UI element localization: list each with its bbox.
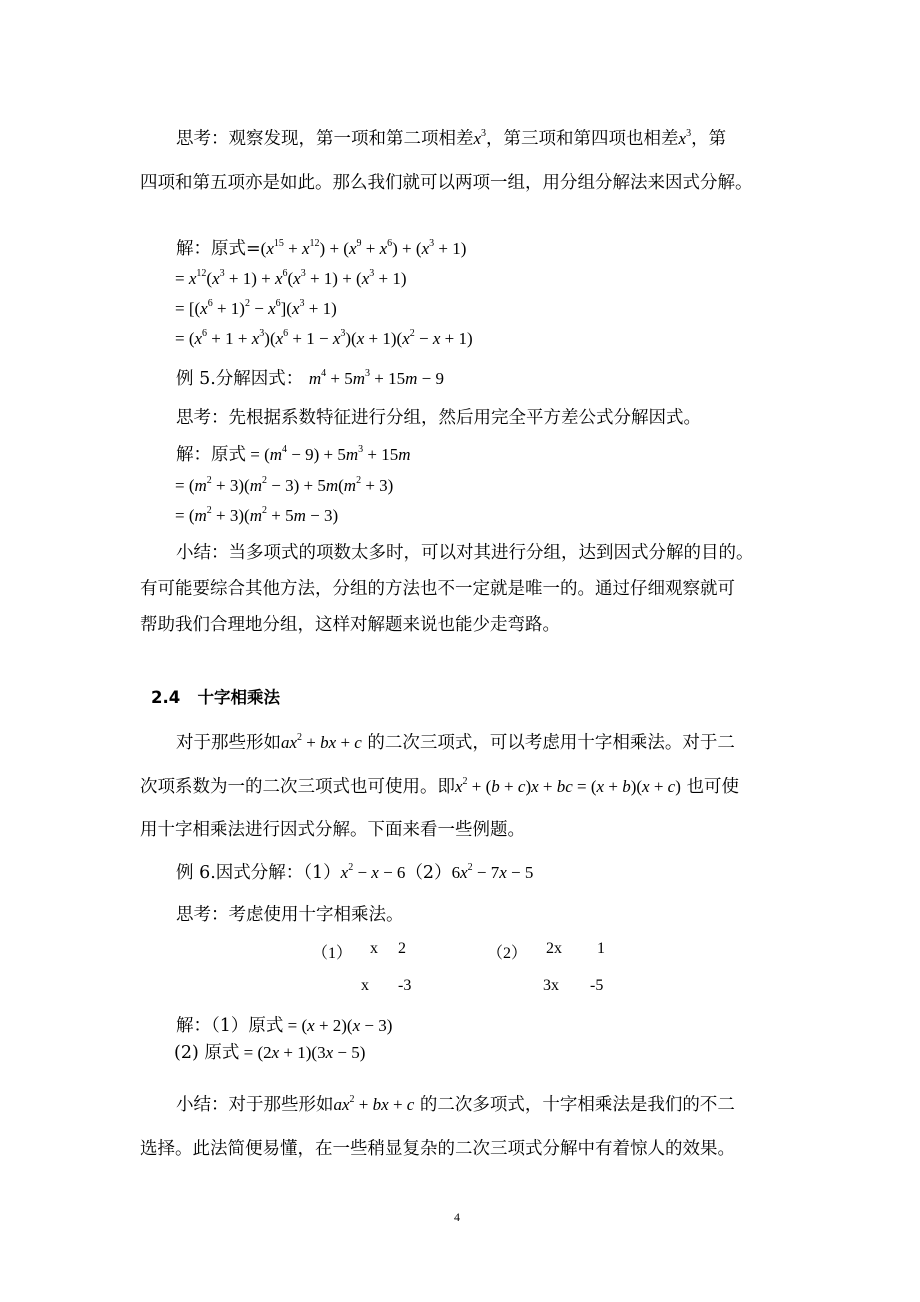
example-5-solution-1 [176,443,411,467]
think-text-1: 观察发现，第一项和第二项相差 [228,129,474,149]
solution-label: 解：原式 [176,445,246,465]
example-6-think: 思考：考虑使用十字相乘法。 [176,905,404,925]
example-5-solution-3: = $(m^2 + 3)(m^2 + 5m - 3)$ [175,505,339,525]
summary2-line-1 [176,1093,735,1117]
intro-line-2 [140,775,739,799]
summary-line-1: 小结：当多项式的项数太多时，可以对其进行分组，达到因式分解的目的。 [176,543,754,563]
cross-2-b: 1 [597,940,605,957]
cross-2-d: -5 [590,977,604,994]
example-5-label: 例 5.分解因式： [176,369,304,389]
section-number: 2.4 [151,688,181,707]
cross-1-c: x [361,977,369,994]
math-x3: $x^3$ [473,128,487,148]
math-expr: = (x + 2)(x − 3) [283,1016,393,1035]
math-expr: $(x^{15} + x^{12}) + (x^9 + x^6) + (x^3 + 1)$ [260,238,467,258]
math-expr: $x^2 + (b + c)x$ + bc = (x + b)(x + c) [455,776,681,796]
math-expr: $6x^2 - 7x - 5$ [451,862,534,882]
page-number: 4 [454,1210,460,1224]
cross-2-c: 3x [543,977,559,994]
think-line-2: 四项和第五项亦是如此。那么我们就可以两项一组，用分组分解法来因式分解。 [140,173,753,193]
summary2-line-2: 选择。此法简便易懂，在一些稍显复杂的二次三项式分解中有着惊人的效果。 [140,1139,735,1159]
solution-label: (2) 原式 [174,1043,240,1063]
solution-line-3: = $[(x^6 + 1)^2 - x^6](x^3 + 1)$ [175,298,337,318]
summary-text: 小结：对于那些形如 [176,1095,334,1115]
part-2-label: （2） [405,863,452,883]
example-5-solution-2: = $(m^2 + 3)(m^2 - 3) + 5m(m^2 + 3)$ [175,475,394,495]
part-1-label: （1） [303,863,341,883]
cross-1-a: x [370,940,378,957]
think-text-3: ，第 [691,129,727,149]
example-6-label: 例 6.因式分解： [176,863,304,883]
solution-line-4: = $(x^6 + 1 + x^3)(x^6 + 1 - x^3)(x + 1)(x^2 - x + 1)$ [175,328,473,348]
cross-1-b: 2 [398,940,406,957]
example-6-solution-1 [176,1014,392,1038]
think-text-2: ，第三项和第四项也相差 [486,129,679,149]
summary-line-3: 帮助我们合理地分组，这样对解题来说也能少走弯路。 [140,615,560,635]
think-line-1 [176,127,726,151]
intro-text: 也可使 [686,777,739,797]
math-expr: $ax^2$ + bx + c [281,732,362,752]
solution-line-1 [176,237,466,261]
intro-line-3: 用十字相乘法进行因式分解。下面来看一些例题。 [140,820,525,840]
solution-line-2: = $x^{12}(x^3 + 1) + x^6(x^3 + 1) + (x^3 + 1)$ [175,268,407,288]
intro-line-1 [176,731,735,755]
solution-label: 解：（1）原式 [176,1016,284,1036]
section-heading [151,686,280,710]
math-expr: $ax^2$ + bx + c [333,1094,415,1114]
cross-2-label: （2） [487,945,528,962]
summary-line-2: 有可能要综合其他方法，分组的方法也不一定就是唯一的。通过仔细观察就可 [140,579,735,599]
solution-label: 解：原式= [176,239,261,259]
math-expr: = $(m^4 - 9) + 5m^3 + 15m$ [246,444,411,464]
math-expr: $m^4 + 5m^3 + 15m - 9$ [308,368,444,388]
think-label: 思考： [176,129,229,149]
example-6-title [176,861,533,885]
cross-1-label: （1） [312,945,353,962]
example-6-solution-2 [174,1041,365,1065]
section-title: 十字相乘法 [197,688,280,707]
example-5-title [176,367,444,391]
example-5-think: 思考：先根据系数特征进行分组，然后用完全平方差公式分解因式。 [176,408,701,428]
intro-text: 次项系数为一的二次三项式也可使用。即 [140,777,455,797]
intro-text: 对于那些形如 [176,733,281,753]
math-expr: $x^2 - x - 6$ [340,862,406,882]
math-expr: = (2x + 1)(3x − 5) [239,1043,366,1062]
summary-text: 的二次多项式，十字相乘法是我们的不二 [419,1095,735,1115]
cross-1-d: -3 [398,977,412,994]
math-x3-b: $x^3$ [678,128,692,148]
cross-2-a: 2x [546,940,562,957]
intro-text: 的二次三项式，可以考虑用十字相乘法。对于二 [367,733,735,753]
